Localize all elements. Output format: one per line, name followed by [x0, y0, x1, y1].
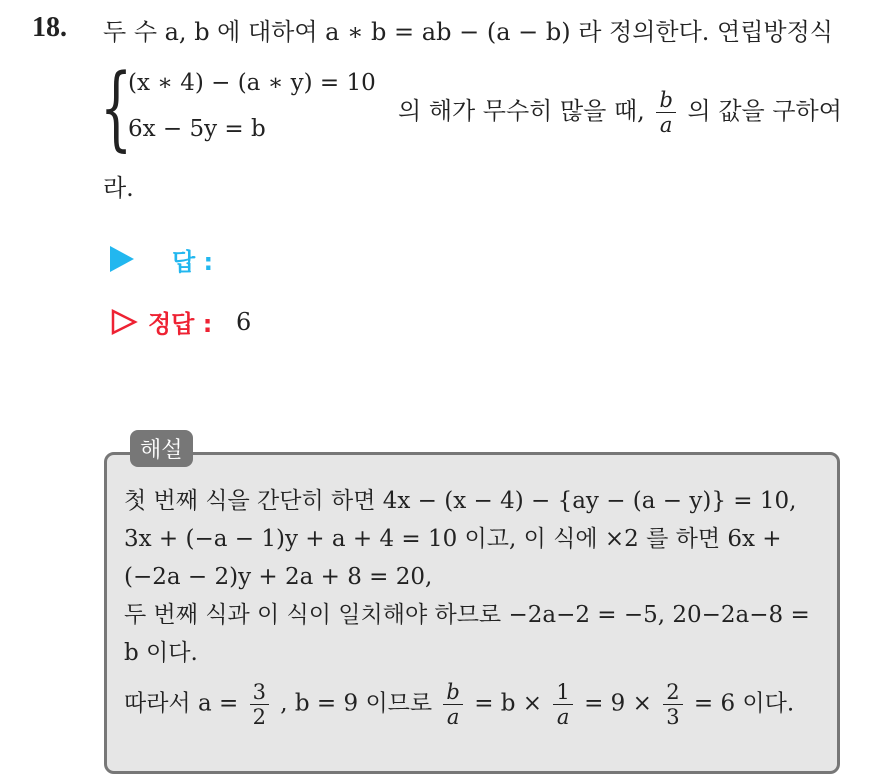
- question-line-2-post: 의 값을 구하여: [687, 97, 842, 125]
- question-line-1: 두 수 a, b 에 대하여 a ∗ b = ab − (a − b) 라 정의한다. 연립방정식: [103, 18, 833, 46]
- system-equation-1: (x ∗ 4) − (a ∗ y) = 10: [128, 70, 376, 96]
- conclusion-mid-1: , b = 9 이므로: [280, 690, 433, 717]
- fraction-2-over-3: [663, 680, 682, 729]
- fraction-numerator: 1: [553, 680, 572, 705]
- question-line-2: [398, 88, 842, 137]
- question-line-2-pre: 의 해가 무수히 많을 때,: [398, 97, 645, 125]
- explanation-line: 3x + (−a − 1)y + a + 4 = 10 이고, 이 식에 ×2 를 하면 6x +: [124, 526, 782, 552]
- explanation-line: (−2a − 2)y + 2a + 8 = 20,: [124, 564, 433, 590]
- explanation-line: 두 번째 식과 이 식이 일치해야 하므로 −2a−2 = −5, 20−2a−8 =: [124, 602, 810, 628]
- explanation-conclusion: [124, 680, 824, 729]
- answer-play-icon: [110, 246, 134, 272]
- question-number: 18.: [32, 12, 67, 43]
- fraction-numerator: b: [656, 88, 675, 113]
- conclusion-post: = 6 이다.: [693, 690, 795, 717]
- system-brace: {: [100, 54, 133, 161]
- conclusion-pre: 따라서 a =: [124, 690, 239, 717]
- question-line-3: 라.: [103, 174, 134, 202]
- answer-label: 답 :: [172, 248, 214, 276]
- fraction-denominator: 3: [666, 705, 680, 729]
- conclusion-mid-2: = b ×: [474, 690, 543, 717]
- fraction-denominator: 2: [252, 705, 266, 729]
- correct-answer-value: 6: [236, 308, 252, 336]
- fraction-1-over-a: [553, 680, 572, 729]
- fraction-b-over-a: [656, 88, 675, 137]
- fraction-3-over-2: [250, 680, 269, 729]
- explanation-body: [124, 482, 824, 729]
- fraction-denominator: a: [446, 705, 460, 729]
- explanation-line: 첫 번째 식을 간단히 하면 4x − (x − 4) − {ay − (a − y)} = 10,: [124, 488, 797, 514]
- fraction-denominator: a: [556, 705, 570, 729]
- fraction-numerator: b: [443, 680, 462, 705]
- explanation-line: b 이다.: [124, 640, 198, 666]
- fraction-numerator: 2: [663, 680, 682, 705]
- explanation-tag: 해설: [130, 430, 193, 467]
- system-equation-2: 6x − 5y = b: [128, 116, 266, 142]
- fraction-numerator: 3: [250, 680, 269, 705]
- correct-answer-label: 정답 :: [148, 310, 213, 338]
- fraction-denominator: a: [659, 113, 673, 137]
- correct-answer-triangle-icon: [110, 308, 138, 336]
- fraction-b-over-a: [443, 680, 462, 729]
- conclusion-mid-3: = 9 ×: [584, 690, 652, 717]
